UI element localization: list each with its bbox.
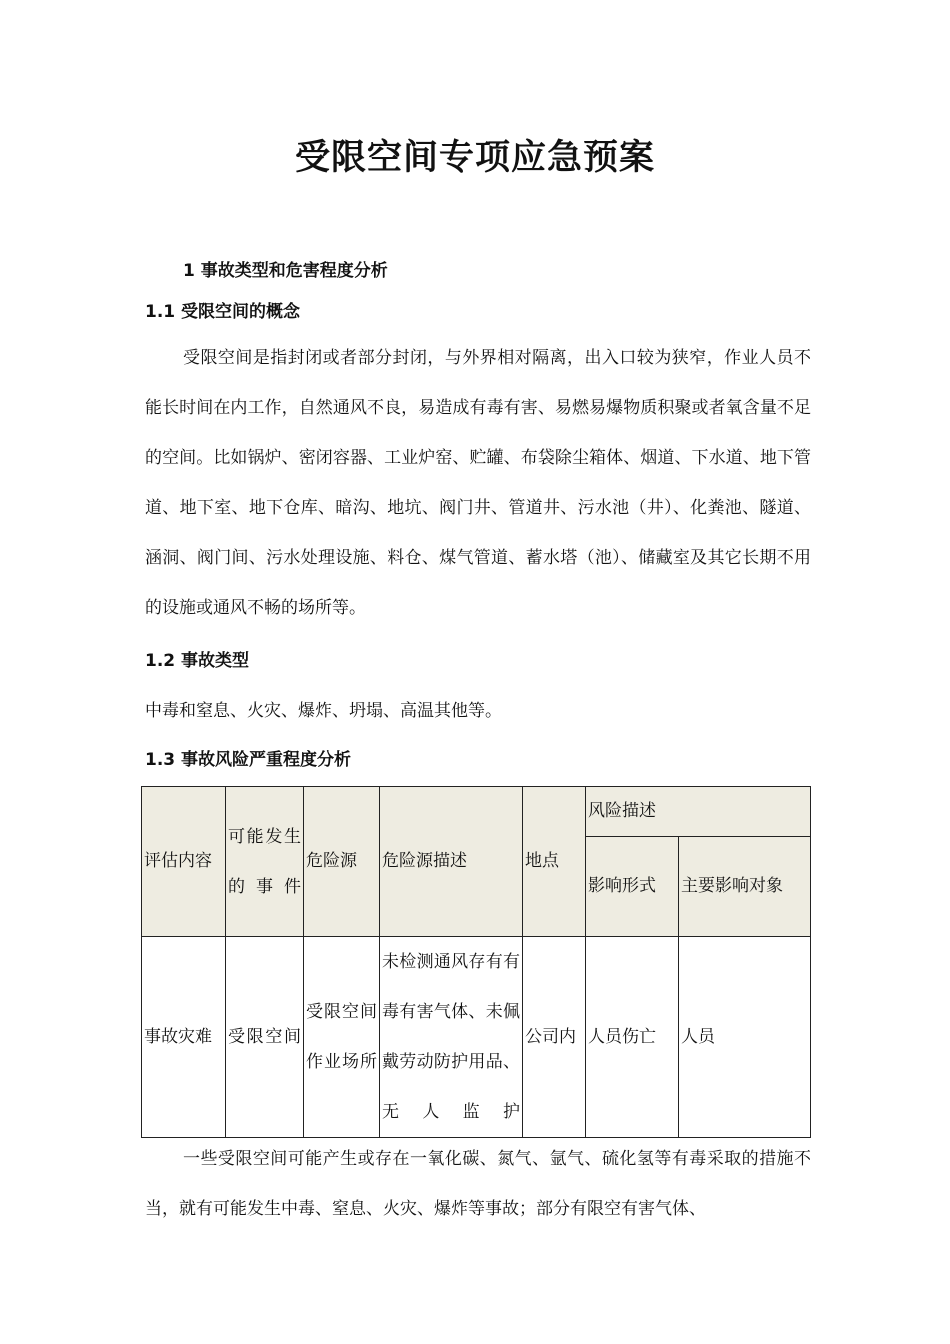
document-title: 受限空间专项应急预案 [294, 138, 655, 178]
risk-analysis-table [141, 786, 811, 1138]
header-source-desc: 危险源描述 [380, 787, 523, 937]
cell-source: 受限空间作业场所 [304, 937, 380, 1138]
cell-eval: 事故灾难 [142, 937, 226, 1138]
header-eval: 评估内容 [142, 787, 226, 937]
after-table-paragraph: 一些受限空间可能产生或存在一氧化碳、氮气、氩气、硫化氢等有毒采取的措施不当，就有可能发生中毒、窒息、火灾、爆炸等事故；部分有限空有害气体、 [145, 1149, 811, 1219]
header-location: 地点 [523, 787, 586, 937]
section-1-2-paragraph: 中毒和窒息、火灾、爆炸、坍塌、高温其他等。 [145, 701, 502, 721]
cell-location: 公司内 [523, 937, 586, 1138]
section-1-3-heading: 1.3 事故风险严重程度分析 [145, 750, 352, 770]
header-impact-target: 主要影响对象 [679, 837, 811, 937]
cell-source-desc: 未检测通风存有有毒有害气体、未佩戴劳动防护用品、无人监护 [380, 937, 523, 1138]
header-risk: 风险描述 [586, 787, 811, 837]
table-row [142, 937, 811, 1138]
header-event: 可能发生的事件 [226, 787, 304, 937]
cell-impact-form: 人员伤亡 [586, 937, 679, 1138]
cell-event: 受限空间 [226, 937, 304, 1138]
section-1-1-paragraph: 受限空间是指封闭或者部分封闭，与外界相对隔离，出入口较为狭窄，作业人员不能长时间在内工作，自然通风不良，易造成有毒有害、易燃易爆物质积聚或者氧含量不足的空间。比如锅炉、密闭容器、工业炉窑、贮罐、布袋除尘箱体、烟道、下水道、地下管道、地下室、地下仓库、暗沟、地坑、阀门井、管道井、污水池（井）、化粪池、隧道、涵洞、阀门间、污水处理设施、料仓、煤气管道、蓄水塔（池）、储藏室及其它长期不用的设施或通风不畅的场所等。 [145, 348, 811, 618]
table-header-row [142, 787, 811, 837]
section-1-heading: 1 事故类型和危害程度分析 [183, 261, 388, 281]
cell-impact-target: 人员 [679, 937, 811, 1138]
section-1-2-heading: 1.2 事故类型 [145, 651, 250, 671]
section-1-1-heading: 1.1 受限空间的概念 [145, 302, 301, 322]
header-impact-form: 影响形式 [586, 837, 679, 937]
header-source: 危险源 [304, 787, 380, 937]
